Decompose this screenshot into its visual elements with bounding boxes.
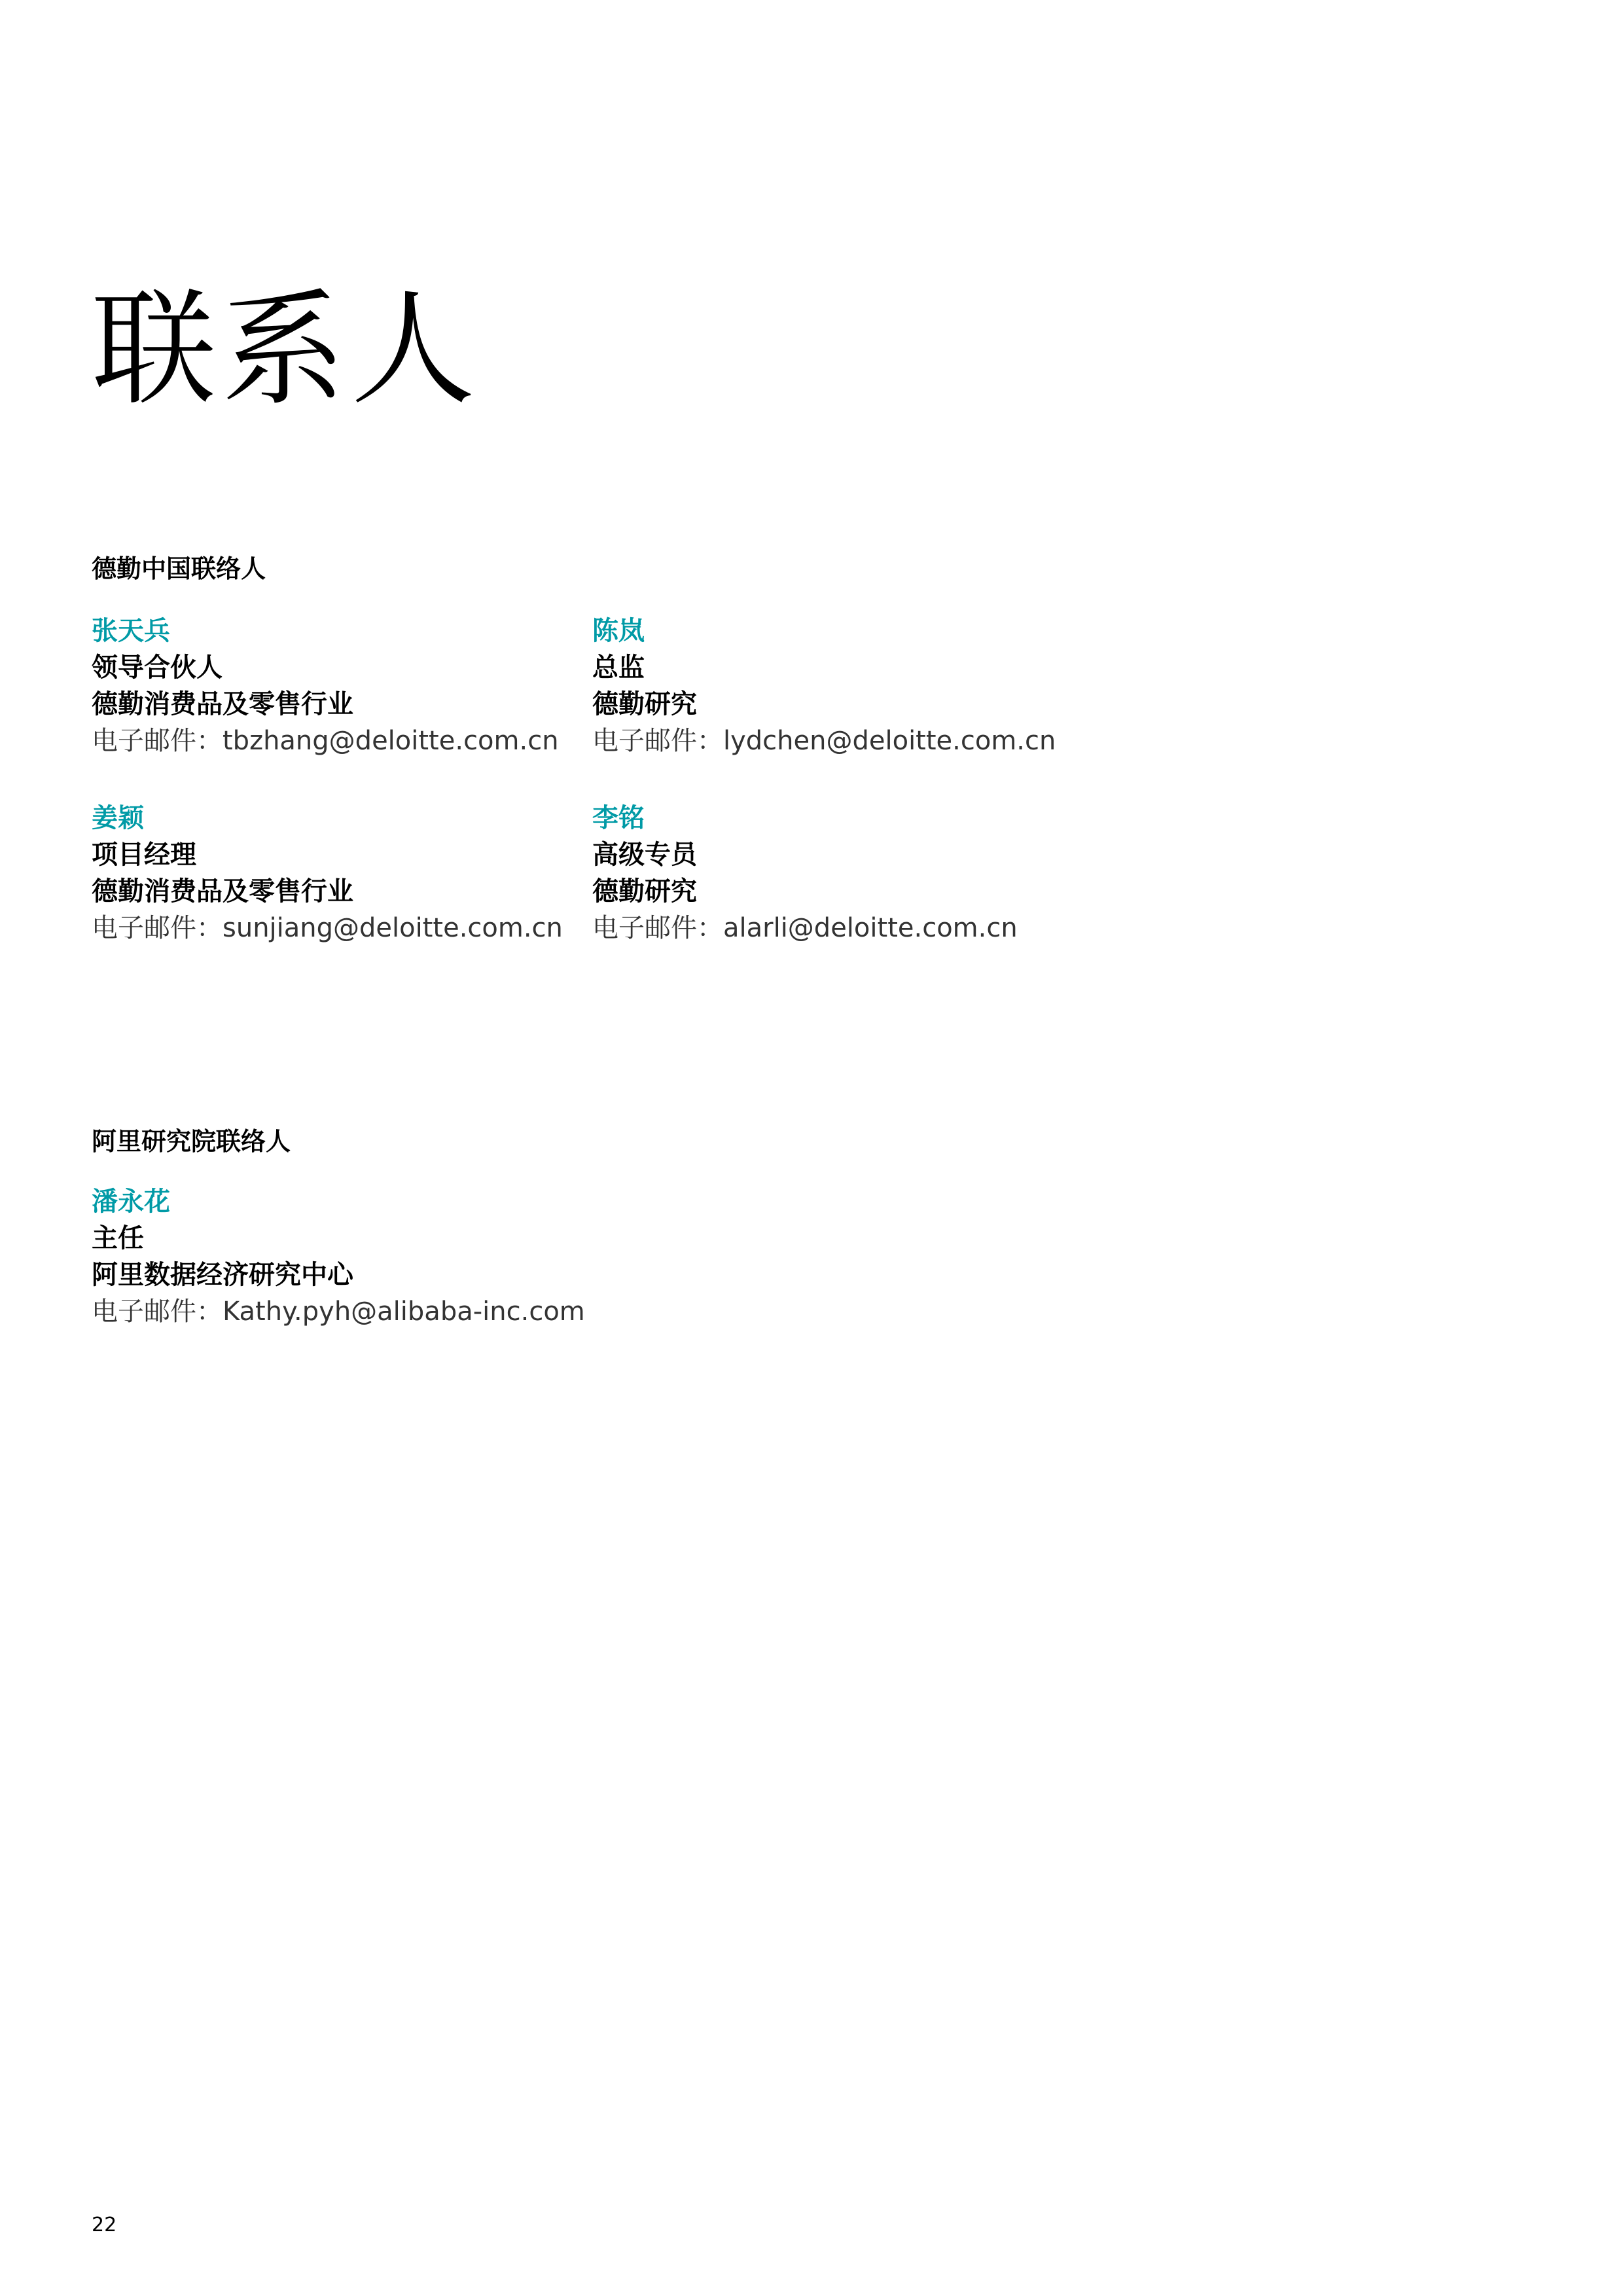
contact-department: 德勤研究 <box>592 876 697 906</box>
contact-title: 总监 <box>592 653 645 683</box>
contact-department: 阿里数据经济研究中心 <box>92 1260 353 1290</box>
email-address[interactable]: lydchen@deloitte.com.cn <box>723 726 1056 756</box>
contact-name: 姜颖 <box>92 803 144 833</box>
email-address[interactable]: sunjiang@deloitte.com.cn <box>223 913 563 943</box>
alibaba-contacts-heading: 阿里研究院联络人 <box>92 1127 291 1156</box>
page-number: 22 <box>92 2214 117 2236</box>
contact-department: 德勤消费品及零售行业 <box>92 689 353 719</box>
contact-card-li-ming <box>592 800 1063 946</box>
contact-card-zhang-tianbing <box>92 613 563 759</box>
contact-email-line <box>92 1293 585 1330</box>
contact-department: 德勤消费品及零售行业 <box>92 876 353 906</box>
contact-title: 项目经理 <box>92 840 196 870</box>
deloitte-contacts-heading: 德勤中国联络人 <box>92 554 266 583</box>
email-label: 电子邮件： <box>92 726 223 756</box>
contact-card-jiang-ying <box>92 800 563 946</box>
contact-email-line <box>92 910 563 946</box>
email-label: 电子邮件： <box>592 913 723 943</box>
email-label: 电子邮件： <box>92 1297 223 1327</box>
contact-title: 领导合伙人 <box>92 653 223 683</box>
contact-title: 主任 <box>92 1223 144 1253</box>
contact-name: 潘永花 <box>92 1187 170 1217</box>
contact-department: 德勤研究 <box>592 689 697 719</box>
email-label: 电子邮件： <box>592 726 723 756</box>
contact-name: 张天兵 <box>92 616 170 646</box>
contact-email-line <box>92 723 563 759</box>
contact-name: 陈岚 <box>592 616 645 646</box>
contact-title: 高级专员 <box>592 840 697 870</box>
email-address[interactable]: tbzhang@deloitte.com.cn <box>223 726 559 756</box>
email-address[interactable]: Kathy.pyh@alibaba-inc.com <box>223 1297 585 1327</box>
email-label: 电子邮件： <box>92 913 223 943</box>
page-title: 联系人 <box>92 278 481 422</box>
contact-email-line <box>592 910 1063 946</box>
contact-card-pan-yonghua <box>92 1183 585 1330</box>
contact-name: 李铭 <box>592 803 645 833</box>
contact-card-chen-lan <box>592 613 1063 759</box>
email-address[interactable]: alarli@deloitte.com.cn <box>723 913 1018 943</box>
contact-email-line <box>592 723 1063 759</box>
